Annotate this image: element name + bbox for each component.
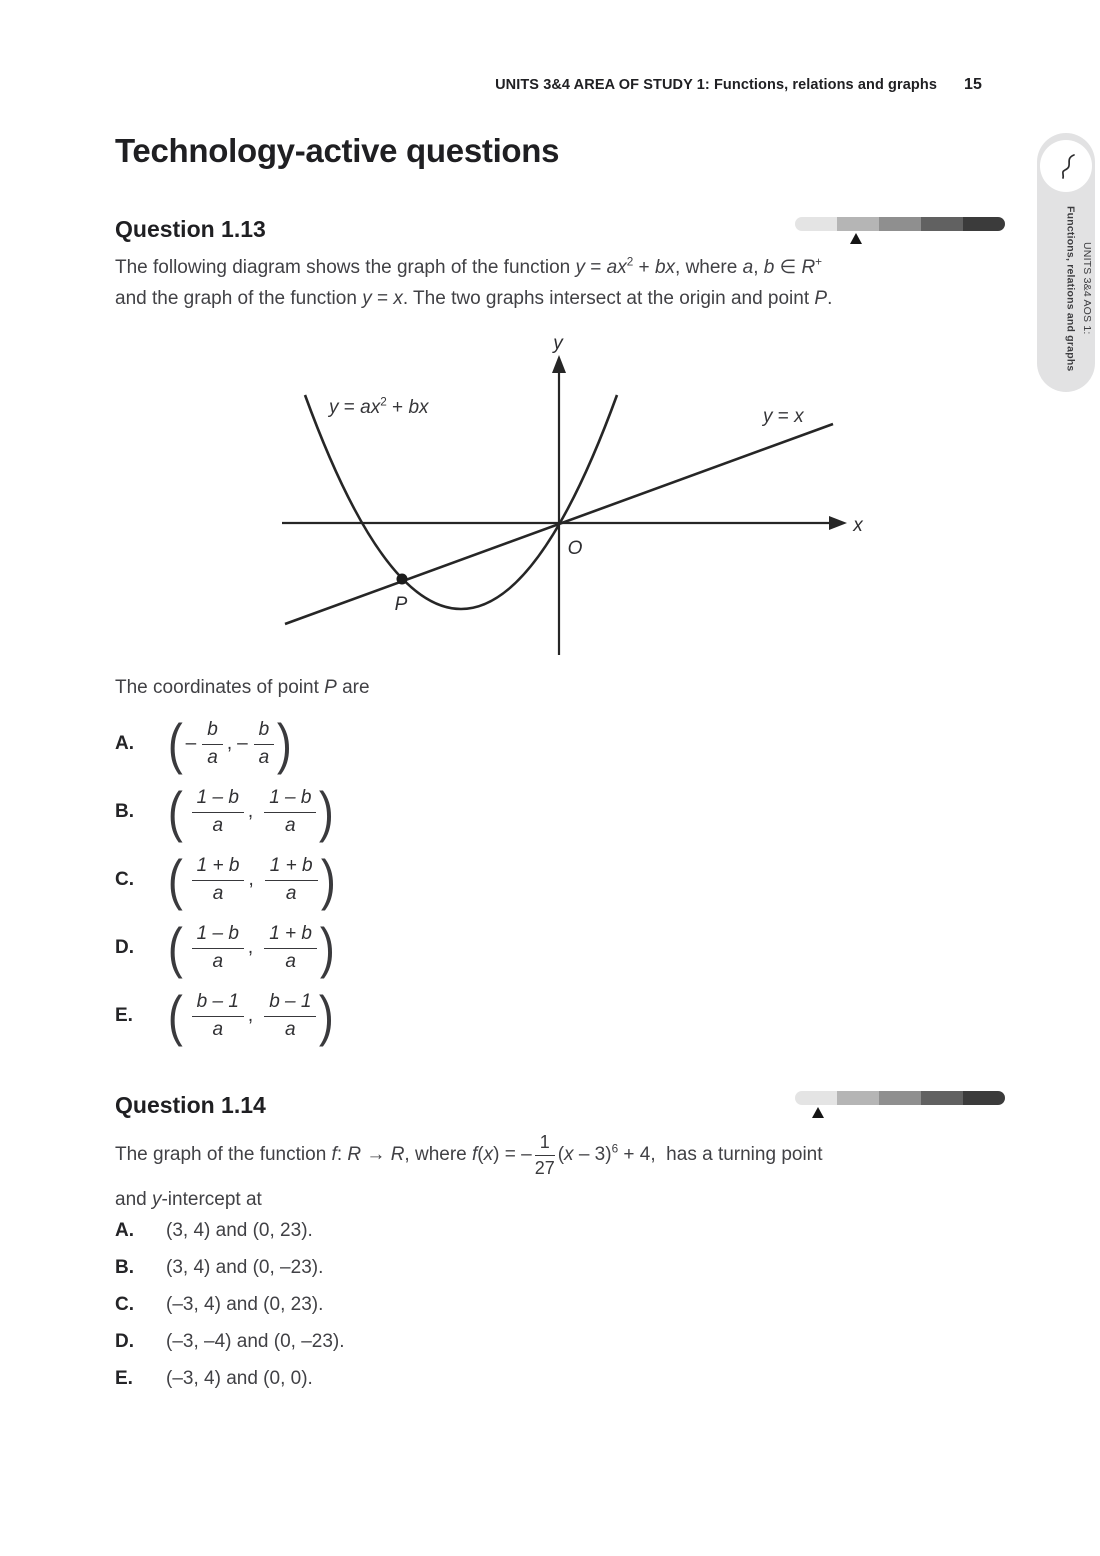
open-paren: ( (167, 915, 183, 979)
option-row-a (115, 710, 334, 778)
difficulty-marker (850, 233, 862, 244)
tab-circle (1040, 140, 1092, 192)
comma: , (226, 733, 233, 755)
fraction: $\frac{b - 1}{a}$ (264, 991, 316, 1041)
difficulty-segment (879, 1091, 921, 1105)
y-axis-label: y (553, 335, 563, 354)
y-axis-arrow (552, 355, 566, 373)
tab-line1: UNITS 3&4 AOS 1: (1081, 242, 1093, 335)
graph-figure (255, 335, 875, 665)
difficulty-segment (879, 217, 921, 231)
close-paren: ) (277, 711, 293, 775)
difficulty-segment (837, 217, 879, 231)
page-header (495, 76, 982, 94)
option-letter: E. (115, 1005, 133, 1026)
option-letter: B. (115, 801, 134, 822)
close-paren: ) (319, 779, 335, 843)
chapter-side-tab (1037, 133, 1095, 392)
difficulty-segment (963, 217, 1005, 231)
question-1-13-stem: The coordinates of point P are (115, 677, 370, 698)
fraction: $\frac{b}{a}$ (202, 719, 223, 769)
open-paren: ( (167, 711, 183, 775)
option-row-a (115, 1212, 345, 1249)
fraction: $\frac{1 + b}{a}$ (264, 923, 317, 973)
difficulty-segment (963, 1091, 1005, 1105)
intro-text-before: The graph of the function f: R → R, where f(x) = – (115, 1144, 532, 1165)
option-math (167, 847, 336, 911)
open-paren: ( (167, 983, 183, 1047)
comma: , (248, 869, 254, 891)
question-1-13-heading: Question 1.13 (115, 216, 266, 242)
difficulty-segment (795, 1091, 837, 1105)
close-paren: ) (319, 983, 335, 1047)
running-head: UNITS 3&4 AREA OF STUDY 1: Functions, relations and graphs (495, 77, 937, 93)
option-math (167, 983, 335, 1047)
option-text: (–3, 4) and (0, 0). (166, 1367, 313, 1389)
x-axis-label: x (853, 515, 863, 536)
difficulty-indicator (795, 1091, 1005, 1121)
question-1-13-options (115, 710, 334, 1050)
open-paren: ( (167, 779, 183, 843)
tab-line2: Functions, relations and graphs (1064, 205, 1077, 372)
difficulty-indicator (795, 217, 1005, 247)
option-text: (3, 4) and (0, –23). (166, 1256, 324, 1278)
fraction: $\frac{1 - b}{a}$ (192, 923, 244, 973)
option-row-c (115, 1286, 345, 1323)
graph-canvas (255, 335, 875, 665)
point-p-dot (397, 574, 408, 585)
open-paren: ( (167, 847, 183, 911)
option-letter: A. (115, 733, 134, 754)
difficulty-segment (837, 1091, 879, 1105)
sign: – (185, 732, 197, 754)
fraction: $\frac{b - 1}{a}$ (192, 991, 244, 1041)
curve-icon (1040, 140, 1092, 192)
question-1-14-options (115, 1212, 345, 1397)
question-1-14-heading: Question 1.14 (115, 1092, 266, 1118)
difficulty-marker (812, 1107, 824, 1118)
option-math (167, 915, 335, 979)
fraction: $\frac{1 + b}{a}$ (192, 855, 245, 905)
comma: , (247, 801, 254, 823)
option-letter: E. (115, 1367, 133, 1389)
point-p-label: P (394, 594, 408, 615)
fraction: 1 27 (534, 1131, 555, 1178)
option-row-e (115, 982, 334, 1050)
difficulty-bar (795, 217, 1005, 231)
option-text: (–3, –4) and (0, –23). (166, 1330, 345, 1352)
option-row-b (115, 1249, 345, 1286)
option-letter: C. (115, 1293, 134, 1315)
line-equation-label: y = x (763, 406, 804, 427)
x-axis-arrow (829, 516, 847, 530)
question-1-14-intro (115, 1126, 823, 1184)
option-letter: A. (115, 1219, 134, 1241)
difficulty-segment (795, 217, 837, 231)
close-paren: ) (319, 915, 335, 979)
question-1-13-intro: The following diagram shows the graph of the function $y = ax^2$ + bx, where a, b ∈ R+ and the graph of the function y = x. The two graphs intersect at the origin and point P. (115, 255, 833, 309)
page-number: 15 (964, 76, 982, 93)
fraction: $\frac{b}{a}$ (254, 719, 275, 769)
option-row-d (115, 914, 334, 982)
intro-text-after: (x – 3)$^6$ + 4, has a turning point (557, 1142, 823, 1165)
question-1-14-intro-line2: and y-intercept at (115, 1189, 262, 1210)
sign: – (237, 732, 248, 754)
fraction: $\frac{1 + b}{a}$ (265, 855, 318, 905)
option-text: (3, 4) and (0, 23). (166, 1219, 313, 1241)
option-row-c (115, 846, 334, 914)
option-letter: C. (115, 869, 134, 890)
difficulty-segment (921, 1091, 963, 1105)
option-row-b (115, 778, 334, 846)
fraction: $\frac{1 - b}{a}$ (192, 787, 244, 837)
option-letter: D. (115, 1330, 134, 1352)
close-paren: ) (320, 847, 336, 911)
option-text: (–3, 4) and (0, 23). (166, 1293, 324, 1315)
page-title: Technology-active questions (115, 132, 560, 169)
comma: , (247, 1005, 254, 1027)
parabola-curve (305, 395, 617, 609)
option-math (167, 779, 335, 843)
parabola-equation-label: $y = ax^2$ + bx (329, 395, 429, 418)
difficulty-bar (795, 1091, 1005, 1105)
option-math (167, 711, 293, 775)
option-row-d (115, 1323, 345, 1360)
origin-label: O (567, 538, 583, 559)
option-letter: B. (115, 1256, 134, 1278)
tab-text (1037, 199, 1095, 378)
fraction: $\frac{1 - b}{a}$ (264, 787, 316, 837)
option-row-e (115, 1360, 345, 1397)
difficulty-segment (921, 217, 963, 231)
option-letter: D. (115, 937, 134, 958)
comma: , (247, 937, 254, 959)
